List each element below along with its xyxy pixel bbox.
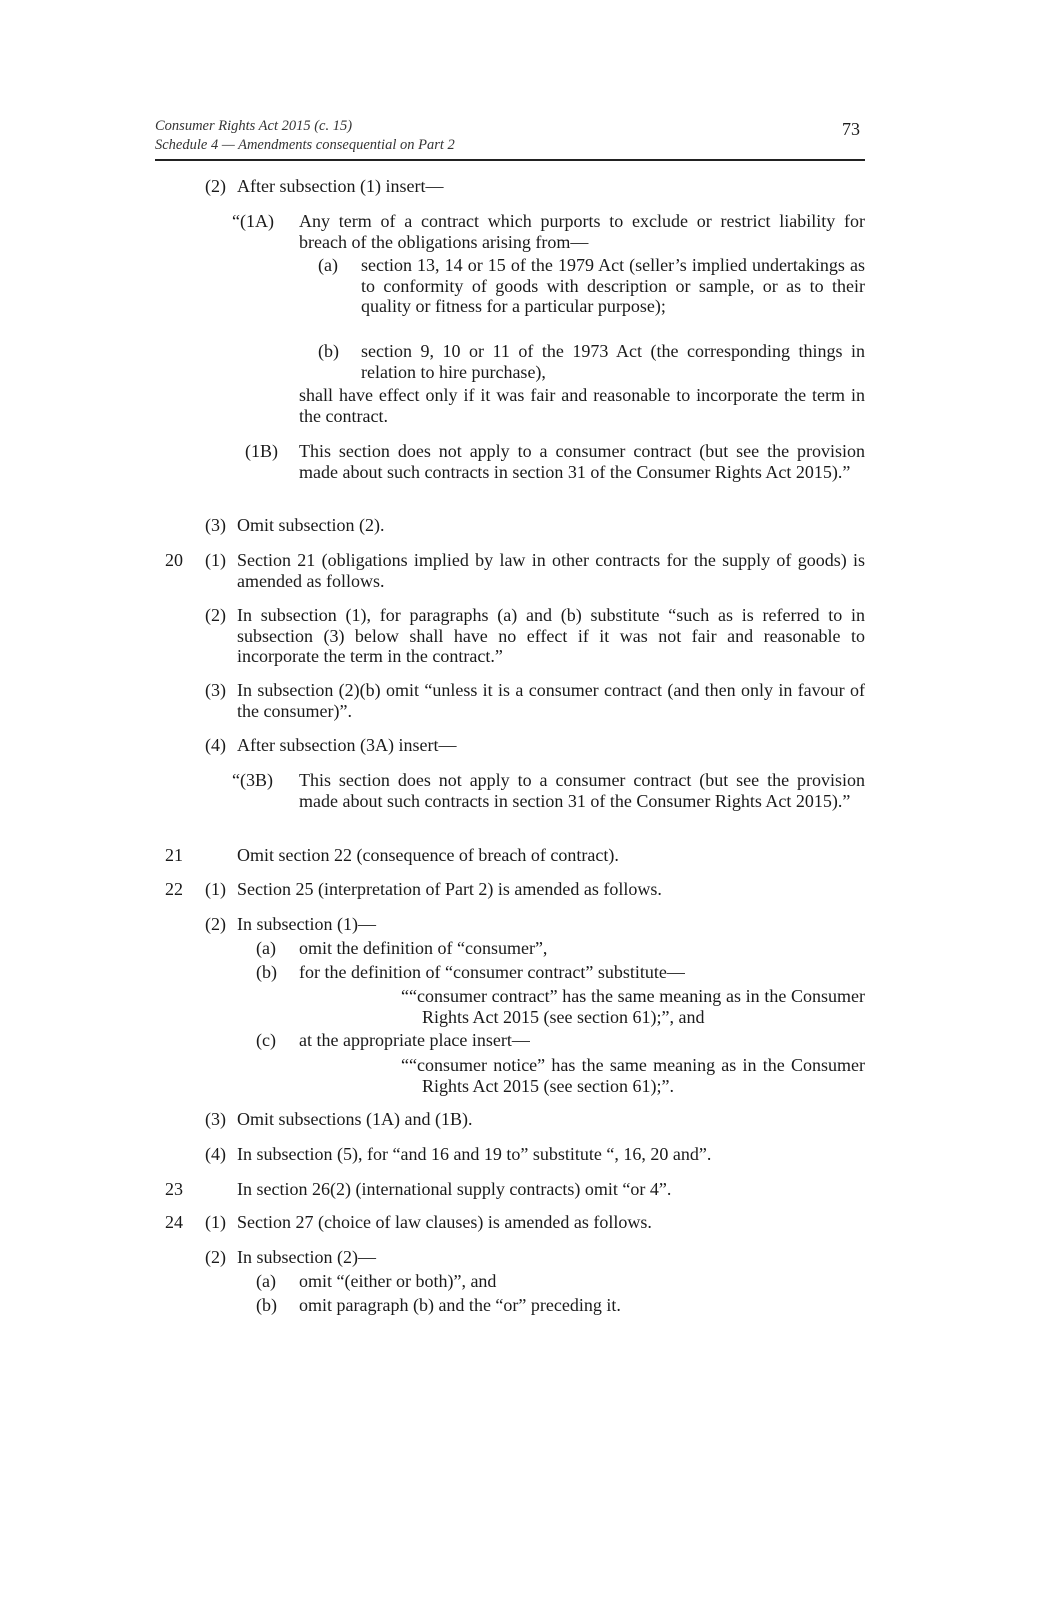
paragraph-number: 24 <box>165 1212 183 1232</box>
subsection-text: Section 27 (choice of law clauses) is amended as follows. <box>237 1212 652 1232</box>
item-text: omit “(either or both)”, and <box>299 1271 497 1291</box>
item-text: section 9, 10 or 11 of the 1973 Act (the corresponding things in relation to hire purchase), <box>361 341 865 382</box>
inserted-subsection-number: “(1A) <box>232 211 274 231</box>
subsection-text: In subsection (1)— <box>237 914 376 934</box>
item-label: (a) <box>256 938 276 958</box>
inserted-subsection-text: This section does not apply to a consumer contract (but see the provision made about such contracts in section 31 of the Consumer Rights Act 2015).” <box>299 441 865 482</box>
item-label: (a) <box>318 255 338 275</box>
subsection-number: (2) <box>205 176 226 196</box>
subsection-number: (3) <box>205 1109 226 1129</box>
subsection-text: Omit subsections (1A) and (1B). <box>237 1109 473 1129</box>
subsection-number: (1) <box>205 1212 226 1232</box>
subsection-number: (2) <box>205 605 226 625</box>
item-label: (c) <box>256 1030 276 1050</box>
subsection-text: After subsection (1) insert— <box>237 176 444 196</box>
subsection-text: In subsection (1), for paragraphs (a) and (b) substitute “such as is referred to in subsection (3) below shall have no effect if it was not fair and reasonable to incorporate the term in the contract.” <box>237 605 865 666</box>
paragraph-number: 20 <box>165 550 183 570</box>
subsection-number: (3) <box>205 515 226 535</box>
subsection-number: (3) <box>205 680 226 700</box>
header-rule <box>155 159 865 161</box>
definition-text: ““consumer contract” has the same meaning as in the Consumer Rights Act 2015 (see section 61);”, and <box>401 986 865 1027</box>
subsection-text: Section 25 (interpretation of Part 2) is amended as follows. <box>237 879 662 899</box>
subsection-number: (2) <box>205 914 226 934</box>
inserted-subsection-text: Any term of a contract which purports to exclude or restrict liability for breach of the obligations arising from— <box>299 211 865 252</box>
paragraph-text: Omit section 22 (consequence of breach of contract). <box>237 845 619 865</box>
item-label: (a) <box>256 1271 276 1291</box>
paragraph-number: 21 <box>165 845 183 865</box>
item-text: section 13, 14 or 15 of the 1979 Act (seller’s implied undertakings as to conformity of goods with description or sample, or as to their quality or fitness for a particular purpose); <box>361 255 865 316</box>
inserted-subsection-number: (1B) <box>245 441 278 461</box>
subsection-text: In subsection (2)— <box>237 1247 376 1267</box>
item-label: (b) <box>318 341 339 361</box>
running-header-schedule: Schedule 4 — Amendments consequential on Part 2 <box>155 137 455 153</box>
item-text: at the appropriate place insert— <box>299 1030 530 1050</box>
page-number: 73 <box>842 119 860 139</box>
subsection-text: Omit subsection (2). <box>237 515 385 535</box>
inserted-subsection-text: This section does not apply to a consumer contract (but see the provision made about such contracts in section 31 of the Consumer Rights Act 2015).” <box>299 770 865 811</box>
item-text: for the definition of “consumer contract” substitute— <box>299 962 685 982</box>
continuation-text: shall have effect only if it was fair and reasonable to incorporate the term in the contract. <box>299 385 865 426</box>
subsection-number: (4) <box>205 1144 226 1164</box>
paragraph-number: 23 <box>165 1179 183 1199</box>
paragraph-text: In section 26(2) (international supply contracts) omit “or 4”. <box>237 1179 672 1199</box>
item-text: omit the definition of “consumer”, <box>299 938 548 958</box>
subsection-number: (4) <box>205 735 226 755</box>
inserted-subsection-number: “(3B) <box>232 770 273 790</box>
subsection-text: In subsection (5), for “and 16 and 19 to” substitute “, 16, 20 and”. <box>237 1144 712 1164</box>
item-label: (b) <box>256 962 277 982</box>
subsection-text: Section 21 (obligations implied by law in other contracts for the supply of goods) is amended as follows. <box>237 550 865 591</box>
item-label: (b) <box>256 1295 277 1315</box>
item-text: omit paragraph (b) and the “or” preceding it. <box>299 1295 621 1315</box>
subsection-number: (1) <box>205 550 226 570</box>
subsection-number: (1) <box>205 879 226 899</box>
definition-text: ““consumer notice” has the same meaning as in the Consumer Rights Act 2015 (see section 61);”. <box>401 1055 865 1096</box>
paragraph-number: 22 <box>165 879 183 899</box>
running-header-act-title: Consumer Rights Act 2015 (c. 15) <box>155 118 353 134</box>
subsection-text: In subsection (2)(b) omit “unless it is a consumer contract (and then only in favour of the consumer)”. <box>237 680 865 721</box>
subsection-text: After subsection (3A) insert— <box>237 735 457 755</box>
subsection-number: (2) <box>205 1247 226 1267</box>
